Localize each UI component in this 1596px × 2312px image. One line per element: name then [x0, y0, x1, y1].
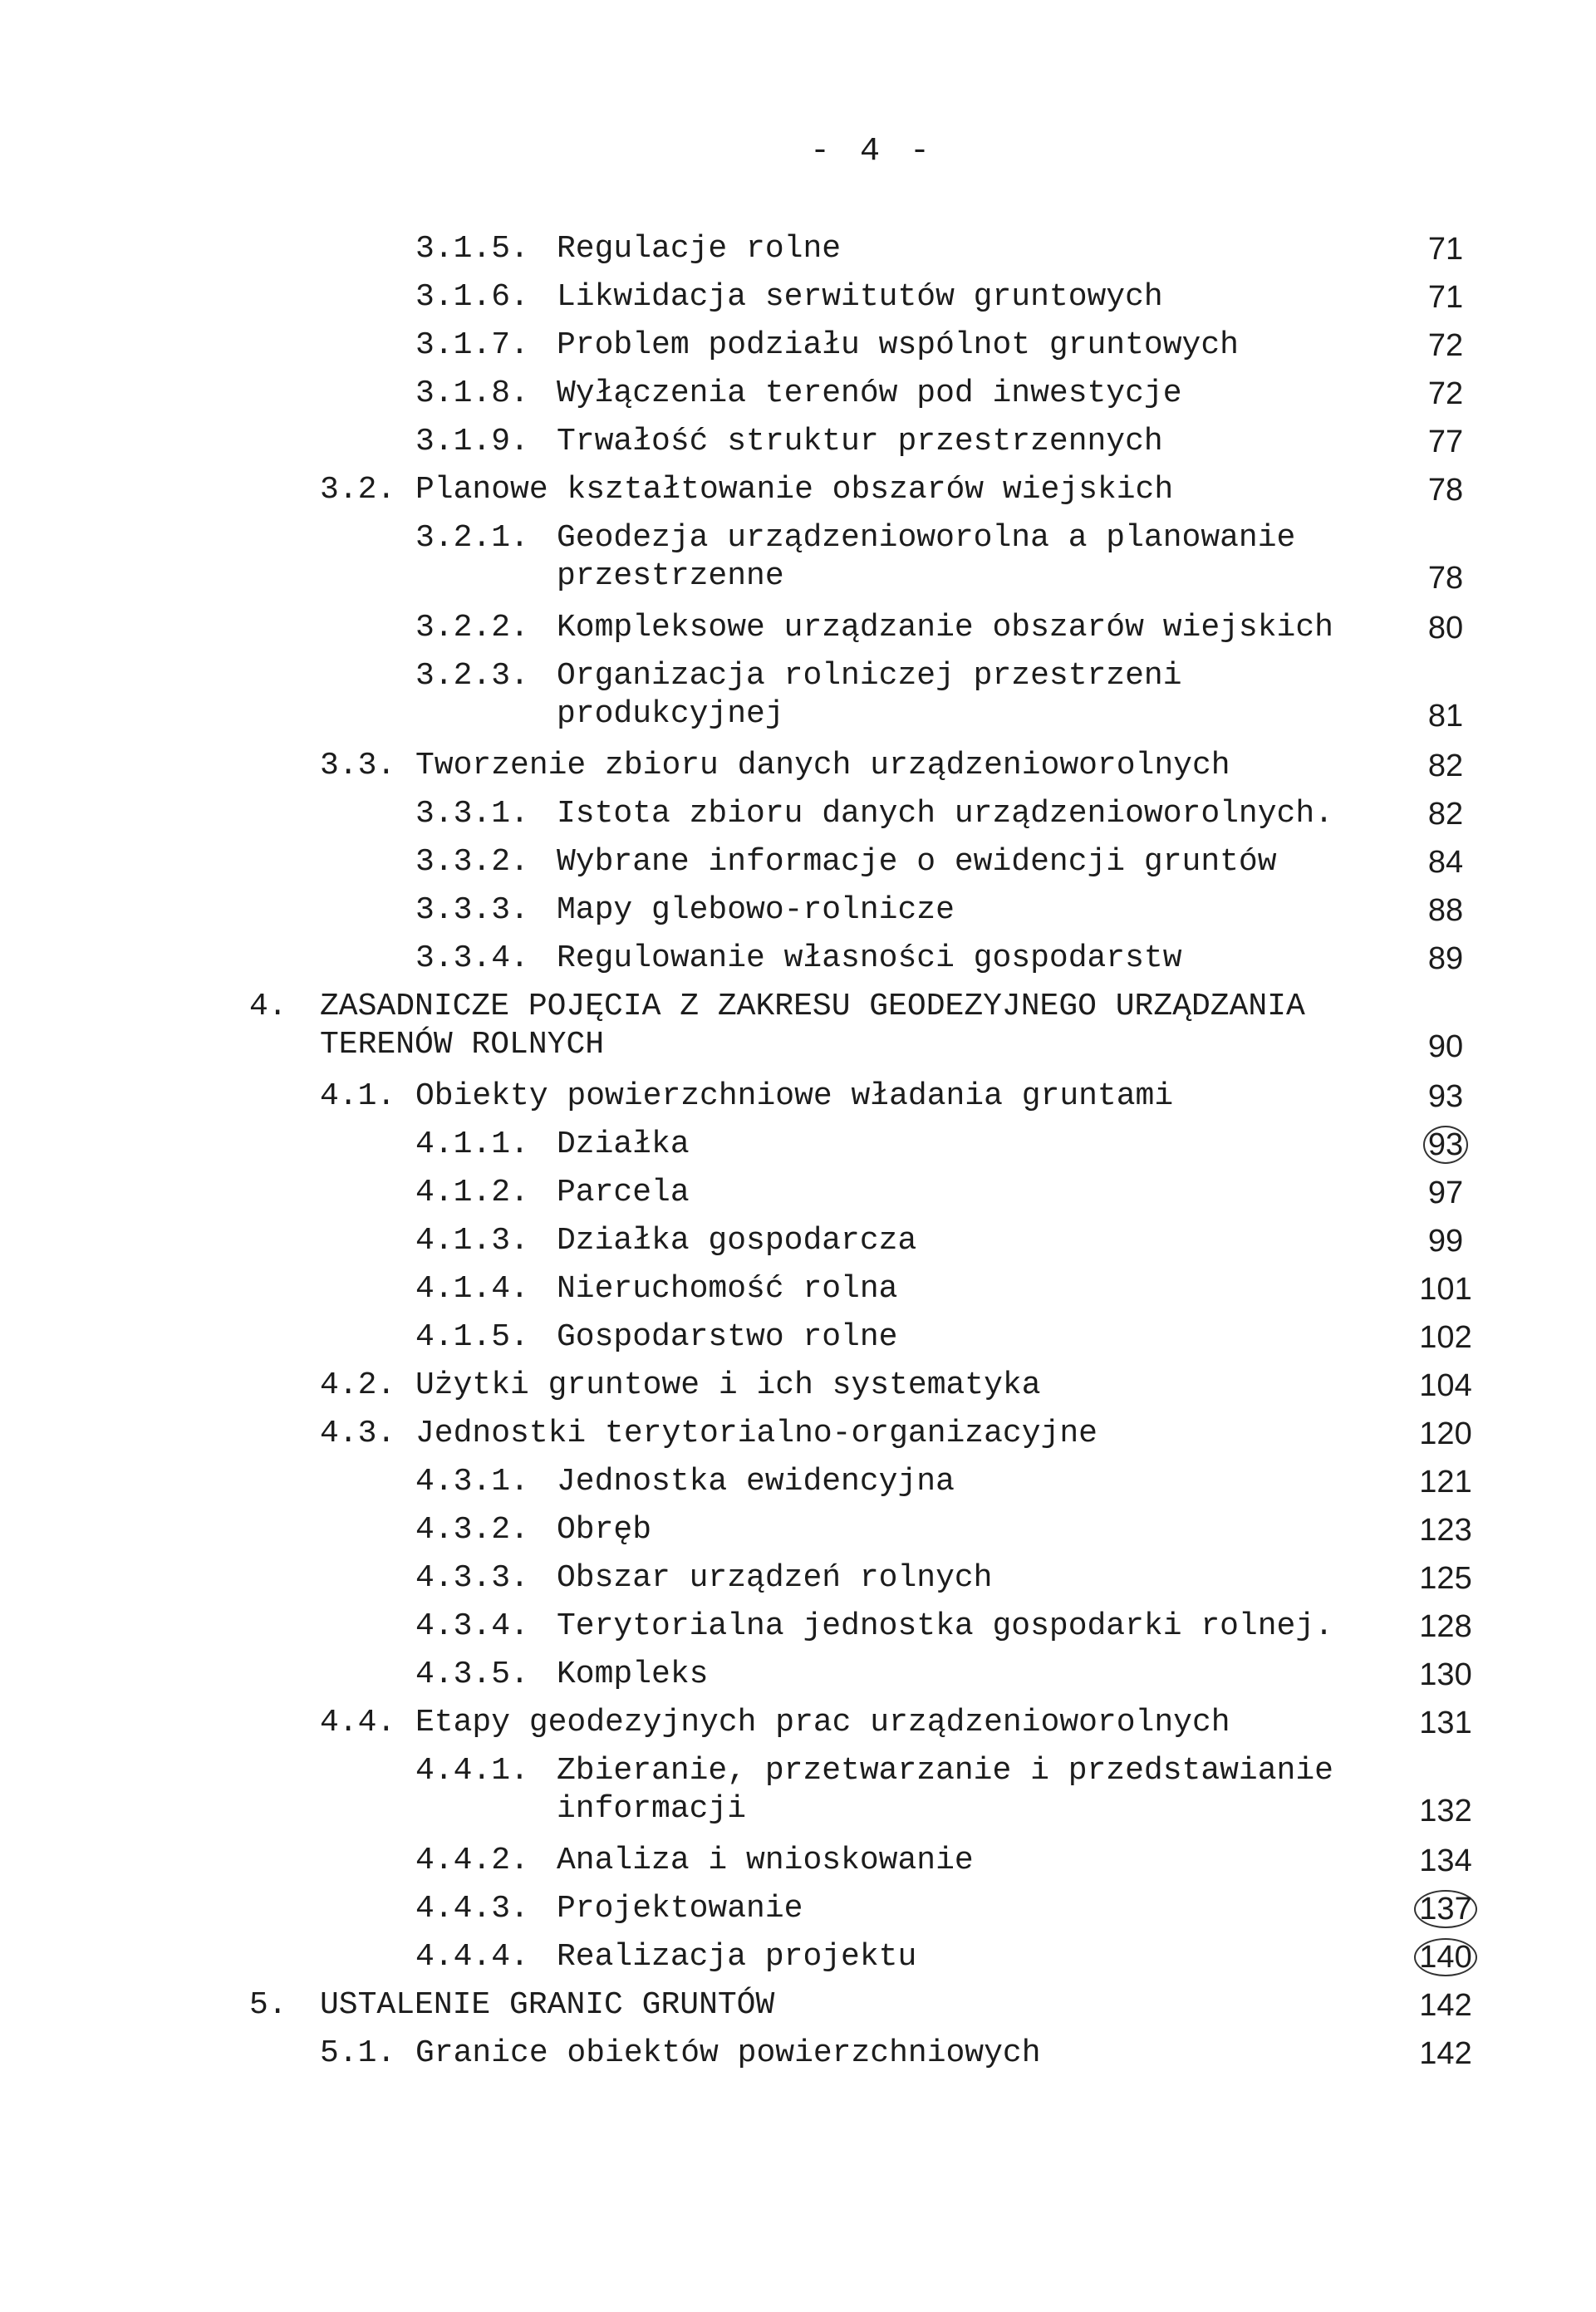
toc-entry-title: [557, 519, 1358, 596]
toc-entry: [0, 461, 1596, 509]
toc-entry-title: [320, 988, 1358, 1064]
toc-entry-title: [557, 609, 1358, 647]
toc-entry-page: [1404, 1938, 1487, 1976]
toc-entry: [0, 2025, 1596, 2073]
toc-entry-number: 3.1.6.: [415, 279, 529, 315]
toc-entry-title-text: Analiza i wnioskowanie: [557, 1843, 974, 1878]
toc-entry-number: 4.3.1.: [415, 1464, 529, 1500]
toc-entry: [0, 1880, 1596, 1928]
toc-entry: [0, 1068, 1596, 1116]
toc-entry-page-number: 104: [1419, 1368, 1472, 1403]
toc-entry-title-text: Zbieranie, przetwarzanie i przedstawianie informacji: [557, 1753, 1333, 1827]
toc-entry-page-number: 134: [1419, 1843, 1472, 1878]
toc-entry-page-number: 101: [1419, 1272, 1472, 1307]
toc-entry-title-text: Regulowanie własności gospodarstw: [557, 940, 1182, 976]
toc-entry-page-number: 130: [1419, 1657, 1472, 1692]
toc-entry-title-text: Obiekty powierzchniowe władania gruntami: [415, 1078, 1174, 1114]
toc-entry-page: [1404, 697, 1487, 735]
toc-entry-number: 4.4.1.: [415, 1753, 529, 1789]
toc-entry: [0, 1116, 1596, 1164]
toc-entry-page-number: 93: [1423, 1126, 1468, 1164]
toc-entry: [0, 599, 1596, 647]
toc-entry-number: 3.1.9.: [415, 424, 529, 459]
toc-entry: [0, 1832, 1596, 1880]
toc-entry-title: [415, 1704, 1358, 1742]
toc-entry-title: [320, 1986, 1358, 2025]
toc-entry-title: [557, 375, 1358, 413]
toc-entry-title-text: Granice obiektów powierzchniowych: [415, 2035, 1041, 2071]
toc-entry-title: [557, 1318, 1358, 1357]
toc-entry-title: [557, 940, 1358, 978]
toc-entry-title: [557, 1174, 1358, 1212]
toc-entry-title-text: Działka gospodarcza: [557, 1223, 917, 1259]
toc-entry: [0, 930, 1596, 978]
toc-entry: [0, 509, 1596, 599]
toc-entry-page-number: 82: [1427, 797, 1464, 832]
toc-entry-title: [557, 1656, 1358, 1694]
toc-entry-title-text: Planowe kształtowanie obszarów wiejskich: [415, 472, 1174, 508]
toc-entry-page-number: 82: [1427, 749, 1464, 783]
toc-entry-page: [1404, 1270, 1487, 1308]
toc-entry-page: [1404, 1559, 1487, 1598]
toc-entry-page-number: 88: [1427, 893, 1464, 928]
toc-entry-page: [1404, 1890, 1487, 1928]
toc-entry-title-text: Działka: [557, 1127, 690, 1162]
toc-entry-title-text: Realizacja projektu: [557, 1939, 917, 1975]
toc-entry-page-number: 128: [1419, 1609, 1472, 1644]
toc-entry-page: [1404, 795, 1487, 833]
toc-entry-page: [1404, 940, 1487, 978]
toc-entry-title-text: Kompleks: [557, 1657, 709, 1692]
toc-entry-title: [415, 1077, 1358, 1116]
toc-entry-title-text: Problem podziału wspólnot gruntowych: [557, 327, 1239, 363]
toc-entry-page-number: 131: [1419, 1706, 1472, 1740]
toc-entry-page: [1404, 423, 1487, 461]
toc-entry-page: [1404, 1608, 1487, 1646]
toc-entry: [0, 317, 1596, 365]
toc-entry-page-number: 72: [1427, 328, 1464, 363]
toc-entry-number: 3.3.3.: [415, 892, 529, 928]
toc-entry-title: [415, 1415, 1358, 1453]
toc-entry-title: [557, 1608, 1358, 1646]
toc-entry-page-number: 132: [1419, 1794, 1472, 1828]
toc-entry-page-number: 84: [1427, 845, 1464, 880]
toc-entry-number: 4.3.4.: [415, 1608, 529, 1644]
toc-entry-number: 3.2.: [320, 472, 396, 508]
toc-entry-page: [1404, 559, 1487, 597]
toc-entry: [0, 978, 1596, 1068]
toc-entry-title-text: Jednostki terytorialno-organizacyjne: [415, 1416, 1098, 1451]
toc-entry-title-text: Regulacje rolne: [557, 231, 842, 267]
toc-entry-page-number: 137: [1414, 1890, 1476, 1928]
toc-entry-page-number: 121: [1419, 1465, 1472, 1500]
toc-entry-number: 4.1.3.: [415, 1223, 529, 1259]
toc-entry: [0, 1976, 1596, 2025]
toc-entry-page: [1404, 1318, 1487, 1357]
toc-entry-page-number: 72: [1427, 376, 1464, 411]
page-number: - 4 -: [809, 133, 936, 170]
toc-entry: [0, 1260, 1596, 1308]
toc-entry-number: 4.4.4.: [415, 1939, 529, 1975]
toc-entry-page: [1404, 2035, 1487, 2073]
toc-entry-page: [1404, 375, 1487, 413]
toc-entry-page-number: 71: [1427, 280, 1464, 315]
toc-entry-page-number: 97: [1427, 1176, 1464, 1210]
toc-entry-title-text: Trwałość struktur przestrzennych: [557, 424, 1163, 459]
table-of-contents: [0, 220, 1596, 2073]
toc-entry-title-text: Parcela: [557, 1175, 690, 1210]
toc-entry-number: 3.2.1.: [415, 520, 529, 556]
toc-entry-number: 3.2.2.: [415, 610, 529, 645]
toc-entry-page-number: 125: [1419, 1561, 1472, 1596]
toc-entry-page: [1404, 843, 1487, 881]
toc-entry-page: [1404, 1077, 1487, 1116]
toc-entry-number: 4.3.3.: [415, 1560, 529, 1596]
toc-entry-number: 4.3.: [320, 1416, 396, 1451]
toc-entry-number: 4.: [249, 989, 287, 1024]
toc-entry-page: [1404, 1511, 1487, 1549]
toc-entry-title-text: Mapy glebowo-rolnicze: [557, 892, 955, 928]
toc-entry: [0, 365, 1596, 413]
toc-entry-title: [557, 1126, 1358, 1164]
toc-entry-page: [1404, 1656, 1487, 1694]
toc-entry-title: [557, 1938, 1358, 1976]
toc-entry-title: [557, 843, 1358, 881]
toc-entry-number: 4.3.2.: [415, 1512, 529, 1548]
toc-entry-title: [557, 326, 1358, 365]
toc-entry-title-text: Istota zbioru danych urządzenioworolnych.: [557, 796, 1333, 832]
toc-entry: [0, 1646, 1596, 1694]
toc-entry-page: [1404, 1792, 1487, 1830]
toc-entry-title-text: Organizacja rolniczej przestrzeni produkcyjnej: [557, 658, 1182, 732]
toc-entry-page: [1404, 1415, 1487, 1453]
toc-entry-number: 3.2.3.: [415, 658, 529, 694]
toc-entry-page: [1404, 747, 1487, 785]
toc-entry-title: [557, 423, 1358, 461]
toc-entry-page: [1404, 230, 1487, 268]
toc-entry-page: [1404, 1174, 1487, 1212]
toc-entry-title: [415, 1367, 1358, 1405]
toc-entry-page-number: 99: [1427, 1224, 1464, 1259]
toc-entry-title: [557, 1270, 1358, 1308]
toc-entry-page: [1404, 278, 1487, 317]
toc-entry-number: 3.3.4.: [415, 940, 529, 976]
toc-entry: [0, 413, 1596, 461]
toc-entry: [0, 220, 1596, 268]
toc-entry-number: 4.1.4.: [415, 1271, 529, 1307]
toc-entry: [0, 1212, 1596, 1260]
toc-entry: [0, 1453, 1596, 1501]
toc-entry-title-text: Obszar urządzeń rolnych: [557, 1560, 993, 1596]
toc-entry-title-text: USTALENIE GRANIC GRUNTÓW: [320, 1987, 775, 2023]
toc-entry-title: [557, 1511, 1358, 1549]
toc-entry-number: 4.1.1.: [415, 1127, 529, 1162]
toc-entry-title-text: Nieruchomość rolna: [557, 1271, 898, 1307]
toc-entry-page: [1404, 326, 1487, 365]
toc-entry-page-number: 123: [1419, 1513, 1472, 1548]
toc-entry: [0, 1549, 1596, 1598]
toc-entry-page-number: 102: [1419, 1320, 1472, 1355]
toc-entry-number: 4.1.: [320, 1078, 396, 1114]
toc-entry-page-number: 80: [1427, 611, 1464, 645]
toc-entry-title-text: Likwidacja serwitutów gruntowych: [557, 279, 1163, 315]
toc-entry-number: 3.3.2.: [415, 844, 529, 880]
toc-entry-page: [1404, 1704, 1487, 1742]
toc-entry-page: [1404, 471, 1487, 509]
toc-entry: [0, 647, 1596, 737]
toc-entry: [0, 1405, 1596, 1453]
toc-entry-title-text: Gospodarstwo rolne: [557, 1319, 898, 1355]
toc-entry-number: 4.3.5.: [415, 1657, 529, 1692]
toc-entry-page-number: 77: [1427, 425, 1464, 459]
toc-entry-page-number: 142: [1419, 2036, 1472, 2071]
toc-entry-page-number: 71: [1427, 232, 1464, 267]
toc-entry-title-text: Wybrane informacje o ewidencji gruntów: [557, 844, 1277, 880]
toc-entry: [0, 1742, 1596, 1832]
toc-entry-title: [557, 278, 1358, 317]
toc-entry-title-text: Terytorialna jednostka gospodarki rolnej.: [557, 1608, 1333, 1644]
toc-entry-page-number: 93: [1427, 1079, 1464, 1114]
toc-entry-page: [1404, 1028, 1487, 1066]
toc-entry-page: [1404, 1463, 1487, 1501]
toc-entry-number: 3.1.5.: [415, 231, 529, 267]
toc-entry-title-text: Jednostka ewidencyjna: [557, 1464, 955, 1500]
toc-entry: [0, 1598, 1596, 1646]
toc-entry-title-text: Obręb: [557, 1512, 652, 1548]
toc-entry: [0, 737, 1596, 785]
toc-entry-page-number: 78: [1427, 473, 1464, 508]
toc-entry-number: 5.1.: [320, 2035, 396, 2071]
toc-entry-title: [557, 1890, 1358, 1928]
toc-entry-number: 3.3.: [320, 748, 396, 783]
toc-entry-page-number: 142: [1419, 1988, 1472, 2023]
toc-entry: [0, 1501, 1596, 1549]
toc-entry-page: [1404, 1986, 1487, 2025]
toc-entry-number: 4.1.2.: [415, 1175, 529, 1210]
toc-entry-page-number: 90: [1427, 1029, 1464, 1064]
toc-entry: [0, 268, 1596, 317]
toc-entry-number: 4.4.: [320, 1705, 396, 1740]
toc-entry-title: [557, 1752, 1358, 1828]
toc-entry-number: 3.1.8.: [415, 376, 529, 411]
toc-entry-title: [557, 657, 1358, 734]
toc-entry-number: 4.4.3.: [415, 1891, 529, 1927]
toc-entry-title: [557, 1559, 1358, 1598]
toc-entry-title: [415, 471, 1358, 509]
toc-entry-title-text: Geodezja urządzenioworolna a planowanie przestrzenne: [557, 520, 1296, 594]
toc-entry-title: [557, 1222, 1358, 1260]
toc-entry: [0, 1928, 1596, 1976]
toc-entry-page: [1404, 1367, 1487, 1405]
toc-entry-title-text: Tworzenie zbioru danych urządzenioworolnych: [415, 748, 1230, 783]
toc-entry-number: 4.2.: [320, 1367, 396, 1403]
toc-entry: [0, 881, 1596, 930]
toc-entry-title-text: Użytki gruntowe i ich systematyka: [415, 1367, 1041, 1403]
toc-entry-page-number: 78: [1427, 561, 1464, 596]
toc-entry-title: [557, 230, 1358, 268]
toc-entry-title: [415, 747, 1358, 785]
toc-entry-number: 4.4.2.: [415, 1843, 529, 1878]
toc-entry: [0, 833, 1596, 881]
toc-entry-title-text: Projektowanie: [557, 1891, 803, 1927]
toc-entry: [0, 1694, 1596, 1742]
toc-entry-page-number: 140: [1414, 1938, 1476, 1976]
toc-entry-title: [557, 891, 1358, 930]
toc-entry-title: [557, 795, 1358, 833]
toc-entry: [0, 1164, 1596, 1212]
toc-entry-number: 3.3.1.: [415, 796, 529, 832]
toc-entry-number: 3.1.7.: [415, 327, 529, 363]
toc-entry-title-text: ZASADNICZE POJĘCIA Z ZAKRESU GEODEZYJNEGO URZĄDZANIA TERENÓW ROLNYCH: [320, 989, 1305, 1063]
toc-entry-title: [557, 1842, 1358, 1880]
toc-entry-page-number: 120: [1419, 1416, 1472, 1451]
toc-entry-page-number: 81: [1427, 699, 1464, 734]
toc-entry-page: [1404, 1842, 1487, 1880]
toc-entry-title-text: Wyłączenia terenów pod inwestycje: [557, 376, 1182, 411]
toc-entry-page-number: 89: [1427, 941, 1464, 976]
toc-entry: [0, 785, 1596, 833]
toc-entry: [0, 1308, 1596, 1357]
toc-entry-title: [415, 2035, 1358, 2073]
toc-entry-page: [1404, 891, 1487, 930]
toc-entry-page: [1404, 1222, 1487, 1260]
toc-entry-page: [1404, 609, 1487, 647]
toc-entry-title: [557, 1463, 1358, 1501]
toc-entry-page: [1404, 1126, 1487, 1164]
toc-entry-number: 4.1.5.: [415, 1319, 529, 1355]
toc-entry: [0, 1357, 1596, 1405]
toc-entry-title-text: Etapy geodezyjnych prac urządzenioworolnych: [415, 1705, 1230, 1740]
toc-entry-number: 5.: [249, 1987, 287, 2023]
toc-entry-title-text: Kompleksowe urządzanie obszarów wiejskich: [557, 610, 1333, 645]
